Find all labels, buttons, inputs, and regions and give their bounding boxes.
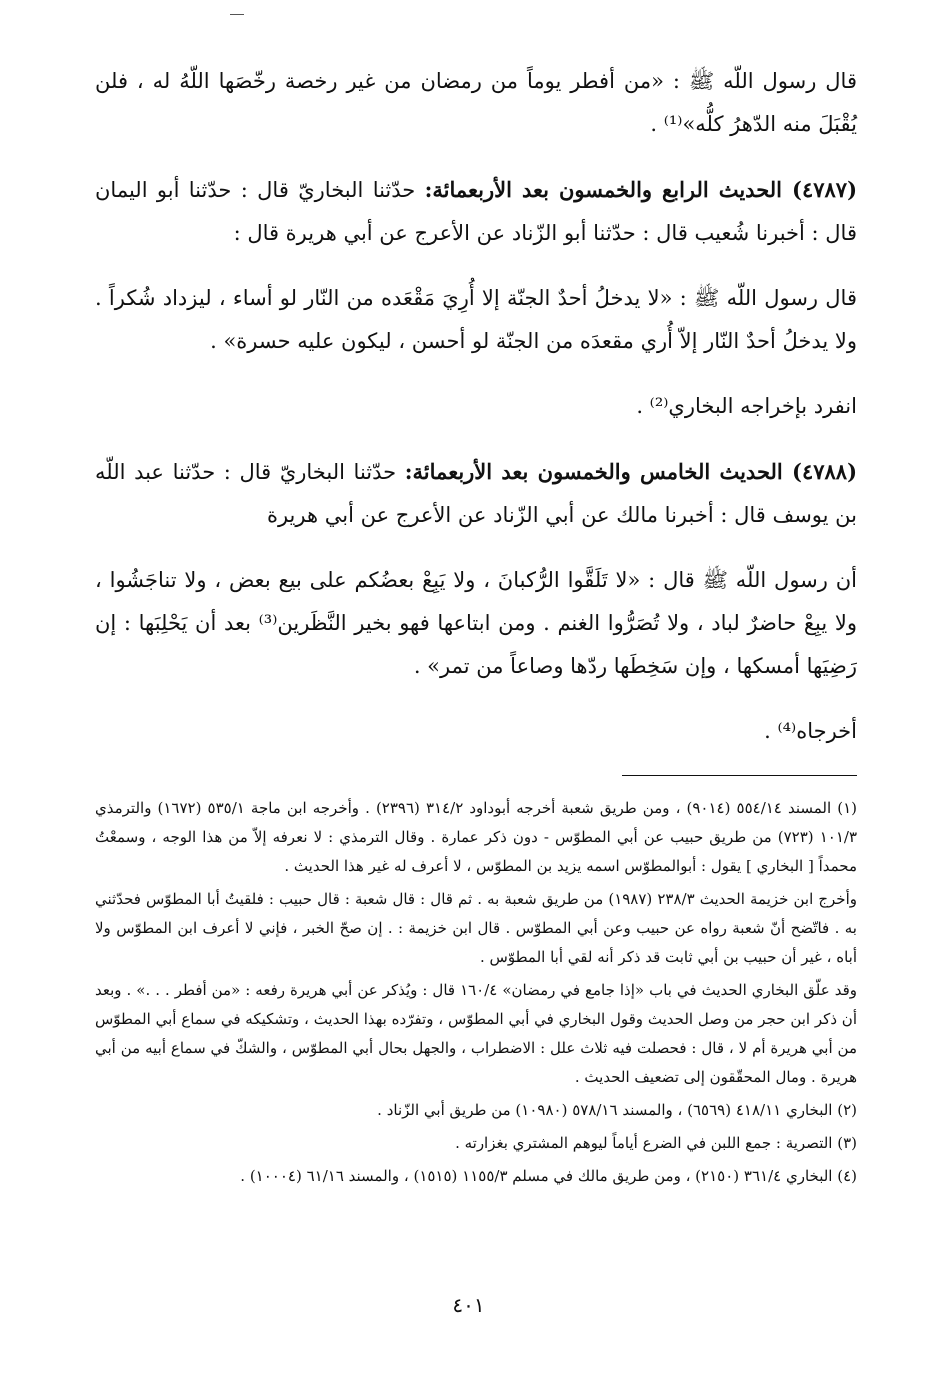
- main-text: [95, 60, 857, 753]
- hadith-4788-note: أخرجاه⁽⁴⁾ .: [764, 719, 857, 743]
- hadith-4788-heading: (٤٧٨٨) الحديث الخامس والخمسون بعد الأربعمائة:: [404, 459, 857, 484]
- footnote-1-continued: وقد علّق البخاري الحديث في باب «إذا جامع في رمضان» ١٦٠/٤ قال : ويُذكر عن أبي هريرة رفعه : «من أفطر . . .» . وبعد أن ذكر ابن حجر من وصل الحديث وقول البخاري في أبي المطوّس ، وتفرّده بهذا الحديث ، وتشكيكه في سماع أبي المطوّس من أبي هريرة أم لا ، قال : فحصلت فيه ثلاث علل : الاضطراب ، والجهل بحال أبي المطوّس ، والشكّ في سماع أبيه من أبي هريرة . ومال المحقّقون إلى تضعيف الحديث .: [95, 981, 857, 1086]
- hadith-4787-chain: حدّثنا البخاريّ قال : حدّثنا أبو اليمان قال : أخبرنا شُعيب قال : حدّثنا أبو الزّناد عن الأعرج عن أبي هريرة قال :: [95, 178, 857, 245]
- footnote-1-continued: وأخرج ابن خزيمة الحديث ٢٣٨/٣ (١٩٨٧) من طريق شعبة به . ثم قال : قال شعبة : قال حبيب : فلقيتُ أبا المطوّس فحدّثني به . فاتّضح أنّ شعبة رواه عن حبيب وعن أبي المطوّس . قال ابن خزيمة : . إن صحّ الخبر ، فإني لا أعرف ابن المطوّس ولا أباه ، غير أن حبيب بن أبي ثابت قد ذكر أنه لقي أبا المطوّس .: [95, 890, 857, 966]
- hadith-4788-text: أن رسول اللّه ﷺ قال : «لا تَلَقَّوا الرُّكبانَ ، ولا يَبِعْ بعضُكم على بيع بعض ، ولا تناجَشُوا ، ولا يبِعْ حاضرٌ لباد ، ولا تُصَرُّوا الغنم . ومن ابتاعها فهو بخير النَّظَرين⁽³⁾ بعد أن يَحْلِبَها : إن رَضِيَها أمسكها ، وإن سَخِطَها ردّها وصاعاً من تمر» .: [95, 568, 857, 678]
- hadith-4787-heading: (٤٧٨٧) الحديث الرابع والخمسون بعد الأربعمائة:: [424, 177, 857, 202]
- hadith-4787-text: قال رسول اللّه ﷺ : «لا يدخلُ أحدٌ الجنّة إلا أُرِيَ مَقْعَده من النّار لو أساء ، ليزداد شُكراً . ولا يدخلُ أحدٌ النّار إلاّ أُري مقعدَه من الجنّة لو أحسن ، ليكون عليه حسرة» .: [95, 286, 857, 353]
- hadith-4787-isnad: [95, 168, 857, 255]
- footnote-2: (٢) البخاري ٤١٨/١١ (٦٥٦٩) ، والمسند ٥٧٨/١٦ (١٠٩٨٠) من طريق أبي الزّناد .: [377, 1101, 857, 1119]
- footnotes: [95, 794, 857, 1191]
- footnote-1: (١) المسند ٥٥٤/١٤ (٩٠١٤) ، ومن طريق شعبة أخرجه أبوداود ٣١٤/٢ (٢٣٩٦) . وأخرجه ابن ماجة ٥٣٥/١ (١٦٧٢) والترمذي ١٠١/٣ (٧٢٣) من طريق حبيب عن أبي المطوّس - دون ذكر عمارة . وقال الترمذي : لا نعرفه إلاّ من هذا الوجه ، وسمعْتُ محمداً [ البخاري ] يقول : أبوالمطوّس اسمه يزيد بن المطوّس ، لا أعرف له غير هذا الحديث .: [95, 799, 857, 875]
- top-mark: [230, 14, 244, 15]
- hadith-4786-text: قال رسول اللّه ﷺ : «من أفطر يوماً من رمضان من غير رخصة رخّصَها اللّهُ له ، فلن يُقْبَلَ منه الدّهرُ كلُّه»⁽¹⁾ .: [95, 69, 857, 136]
- hadith-4787-note: انفرد بإخراجه البخاري⁽²⁾ .: [636, 394, 857, 418]
- footnote-divider: [622, 775, 857, 776]
- hadith-4788-isnad: [95, 450, 857, 537]
- footnote-3: (٣) التصرية : جمع اللبن في الضرع أياماً ليوهم المشتري بغزارته .: [455, 1134, 857, 1152]
- page-number: ٤٠١: [452, 1293, 485, 1317]
- hadith-4788-chain: حدّثنا البخاريّ قال : حدّثنا عبد اللّه بن يوسف قال : أخبرنا مالك عن أبي الزّناد عن الأعرج عن أبي هريرة: [95, 460, 857, 527]
- footnote-4: (٤) البخاري ٣٦١/٤ (٢١٥٠) ، ومن طريق مالك في مسلم ١١٥٥/٣ (١٥١٥) ، والمسند ٦١/١٦ (١٠٠٠٤) .: [240, 1167, 857, 1185]
